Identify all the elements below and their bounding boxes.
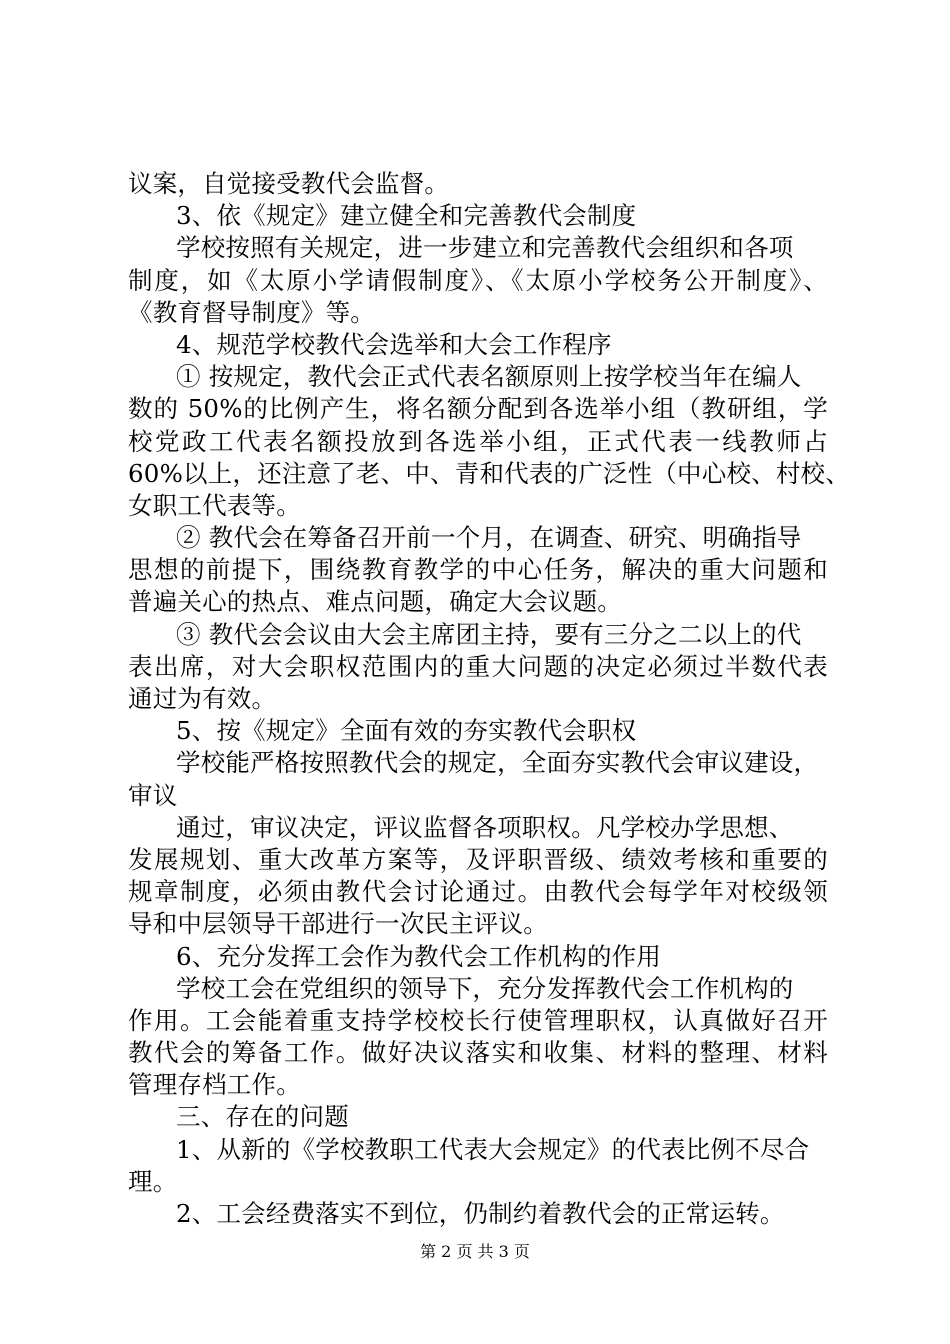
text-line: 发展规划、重大改革方案等，及评职晋级、绩效考核和重要的	[128, 844, 828, 874]
text-line: 作用。工会能着重支持学校校长行使管理职权，认真做好召开	[128, 1005, 828, 1035]
text-line: 学校工会在党组织的领导下，充分发挥教代会工作机构的	[176, 973, 794, 1003]
text-line: 三、存在的问题	[176, 1102, 349, 1132]
text-line: 60%以上，还注意了老、中、青和代表的广泛性（中心校、村校、	[128, 458, 850, 488]
text-line: 通过，审议决定，评议监督各项职权。凡学校办学思想、	[176, 812, 794, 842]
text-line: 数的 50%的比例产生，将名额分配到各选举小组（教研组，学	[128, 394, 828, 424]
text-line: 学校按照有关规定，进一步建立和完善教代会组织和各项	[176, 233, 794, 263]
text-line: 管理存档工作。	[128, 1070, 301, 1100]
text-line: 学校能严格按照教代会的规定，全面夯实教代会审议建设，	[176, 748, 819, 778]
text-line: 4、规范学校教代会选举和大会工作程序	[176, 329, 612, 359]
text-line: 理。	[128, 1166, 178, 1196]
text-line: 议案，自觉接受教代会监督。	[128, 169, 450, 198]
text-line: 审议	[128, 780, 178, 810]
page-footer: 第 2 页 共 3 页	[420, 1242, 530, 1261]
text-line: 通过为有效。	[128, 684, 277, 713]
text-line: 3、依《规定》建立健全和完善教代会制度	[176, 201, 637, 231]
text-line: 2、工会经费落实不到位，仍制约着教代会的正常运转。	[176, 1199, 785, 1228]
text-line: ② 教代会在筹备召开前一个月，在调查、研究、明确指导	[176, 523, 802, 553]
text-line: 制度，如《太原小学请假制度》、《太原小学校务公开制度》、	[128, 265, 828, 295]
text-line: ① 按规定，教代会正式代表名额原则上按学校当年在编人	[176, 362, 802, 392]
text-line: 普遍关心的热点、难点问题，确定大会议题。	[128, 587, 622, 617]
text-line: 导和中层领导干部进行一次民主评议。	[128, 909, 548, 939]
text-line: 规章制度，必须由教代会讨论通过。由教代会每学年对校级领	[128, 877, 828, 907]
text-line: 1、从新的《学校教职工代表大会规定》的代表比例不尽合	[176, 1134, 810, 1164]
text-line: 6、充分发挥工会作为教代会工作机构的作用	[176, 941, 662, 971]
text-line: 5、按《规定》全面有效的夯实教代会职权	[176, 716, 637, 746]
text-line: 教代会的筹备工作。做好决议落实和收集、材料的整理、材料	[128, 1038, 828, 1068]
text-line: 表出席，对大会职权范围内的重大问题的决定必须过半数代表	[128, 651, 828, 681]
text-line: 女职工代表等。	[128, 490, 301, 520]
text-line: 《教育督导制度》等。	[128, 297, 375, 327]
document-body	[128, 168, 850, 1230]
text-line: ③ 教代会会议由大会主席团主持，要有三分之二以上的代	[176, 619, 802, 649]
text-line: 思想的前提下，围绕教育教学的中心任务，解决的重大问题和	[128, 555, 828, 585]
text-line: 校党政工代表名额投放到各选举小组，正式代表一线教师占	[128, 426, 828, 456]
